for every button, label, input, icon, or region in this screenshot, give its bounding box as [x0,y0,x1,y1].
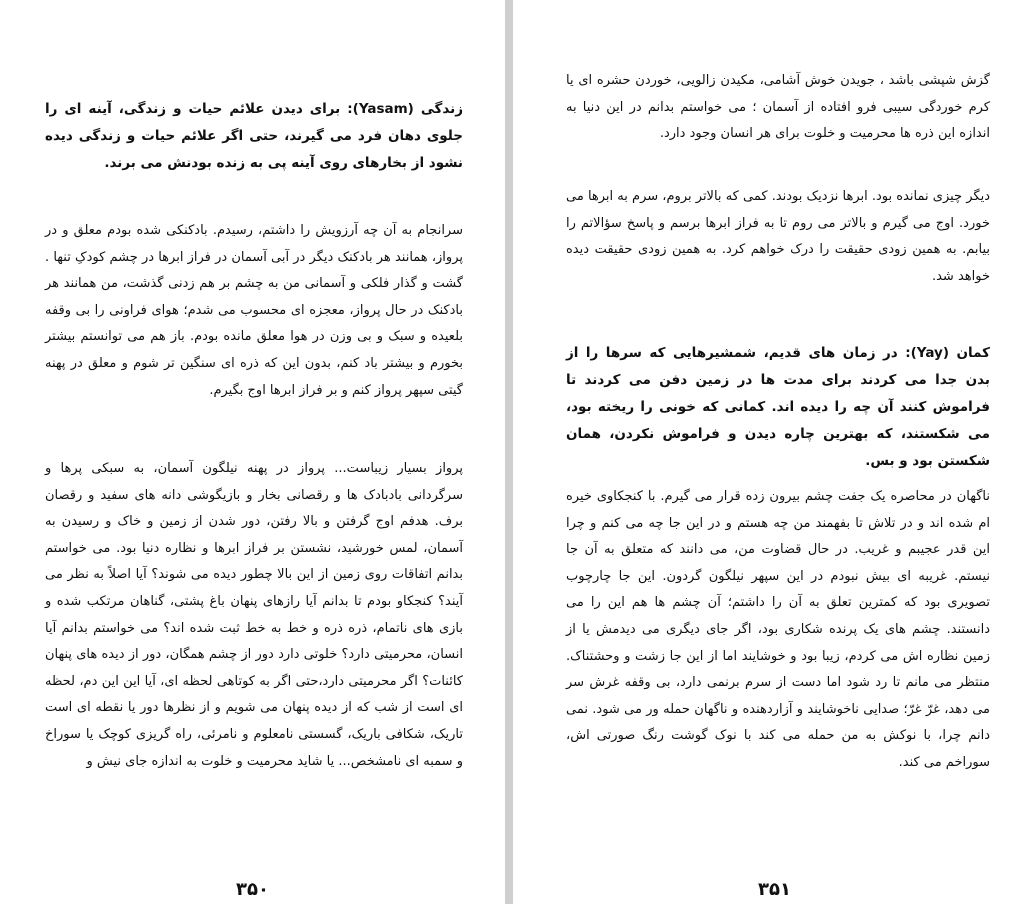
right-page-number: ۳۵۱ [758,879,791,900]
right-paragraph-1: گزش شپشی باشد ، جویدن خوش آشامی، مکیدن زالویی، خوردن حشره ای یا کرم خوردگی سیبی فرو افتاده از آسمان ؛ می خواستم بدانم در این دنیا به اندازه این ذره ها محرمیت و خلوت برای هر انسان وجود دارد. [566,73,990,142]
left-page [0,0,505,904]
right-paragraph-2: دیگر چیزی نمانده بود. ابرها نزدیک بودند. کمی که بالاتر بروم، سرم به ابرها می خورد. اوج می گیرم و بالاتر می روم تا به فراز ابرها برسم و پاسخ سؤالاتم را بیابم. به همین زودی حقیقت را درک خواهم کرد. به همین زودی حقیقت دیده خواهد شد. [566,189,990,284]
right-paragraph-3: کمان (Yay): در زمان های قدیم، شمشیرهایی که سرها را از بدن جدا می کردند برای مدت ها در زمین دفن می کردند تا فراموش کنند آن چه را دیده اند. کمانی که خونی را ریخته بود، می شکستند، که بهترین چاره دیدن و فراموش نکردن، همان شکستن بود و بس. [566,345,990,469]
book-gutter [505,0,513,904]
right-page [513,0,1024,904]
left-page-number: ۳۵۰ [236,879,269,900]
left-paragraph-2: سرانجام به آن چه آرزویش را داشتم، رسیدم. بادکنکی شده بودم معلق و در پرواز، همانند هر بادکنک دیگر در آبی آسمان در فراز ابرها در چشم کودکِ تنها . گشت و گذار فلکی و آسمانی من به چشم بر هم زدنی گذشت، من همانند هر بادکنک در حال پرواز، معجزه ای محسوب می شدم؛ هوای فراونی را بی وقفه بلعیده و سبک و بی وزن در هوا معلق مانده بودم. باز هم می توانستم بیشتر بخورم و بیشتر باد کنم، بدون این که ذره ای سنگین تر شوم و معلق در پهنه گیتی سپهر پرواز کنم و بر فراز ابرها اوج بگیرم. [45,223,463,398]
left-paragraph-1: زندگی (Yasam): برای دیدن علائم حیات و زندگی، آینه ای را جلوی دهان فرد می گیرند، حتی اگر علائم حیات و زندگی دیده نشود از بخارهای روی آینه پی به زنده بودنش می برند. [45,101,463,171]
left-paragraph-3: پرواز بسیار زیباست... پرواز در پهنه نیلگون آسمان، به سبکی پرها و سرگردانی بادبادک ها و رقصانی بخار و بازیگوشی دانه های سفید و رقصان برف. هدفم اوج گرفتن و بالا رفتن، دور شدن از زمین و خاک و رسیدن به آسمان، لمس خورشید، نشستن بر فراز ابرها و نظاره دنیا بود. می خواستم بدانم اتفاقات روی زمین از این بالا چطور دیده می شوند؟ آیا اصلاً به نظر می آیند؟ کنجکاو بودم تا بدانم آیا رازهای پنهان باغ پشتی، گناهان مرتکب شده و بازی های ناتمام، ذره ذره و خط به خط ثبت شده اند؟ می خواستم بدانم آیا انسان، محرمیتی دارد؟ خلوتی دارد دور از چشم همگان، دور از دیده های پنهان کائنات؟ اگر محرمیتی دارد،حتی اگر به کوتاهی لحظه ای، آیا این این دم، لحظه ای است از شب که از دیده پنهان می شویم و از نظرها دور یا نقطه ای است تاریک، شکافی باریک، گسستی نامعلوم و نامرئی، راه گریزی کوچک یا سوراخ و سمبه ای نامشخص... یا شاید محرمیت و خلوت به اندازه جای نیش و [45,461,463,769]
right-paragraph-4: ناگهان در محاصره یک جفت چشم بیرون زده قرار می گیرم. با کنجکاوی خیره ام شده اند و در تلاش تا بفهمند من چه هستم و در این جا چه می کنم و چرا این قدر عجیبم و غریب. در حال قضاوت من، می دانند که متعلق به آن جا نیستم. غریبه ای بیش نبودم در این سپهر نیلگون گردون. این جا چارچوب تصویری بود که کمترین تعلق به آن را داشتم؛ آن چشم ها هم این را می دانستند. چشم های یک پرنده شکاری بود، اگر جای دیگری می دیدمش یا از زمین نظاره اش می کردم، زیبا بود و خوشایند اما از این جا زشت و وحشتناک. منتظر می مانم تا رد شود اما دست از سرم برنمی دارد، بی وقفه غرش سر می دهد، غرّ غرّ؛ صدایی ناخوشایند و آزاردهنده و ناگهان حمله ور می شود. نمی دانم چرا، با نوکش به من حمله می کند با نوک گوشت رنگ صورتی اش، سوراخم می کند. [566,489,990,770]
